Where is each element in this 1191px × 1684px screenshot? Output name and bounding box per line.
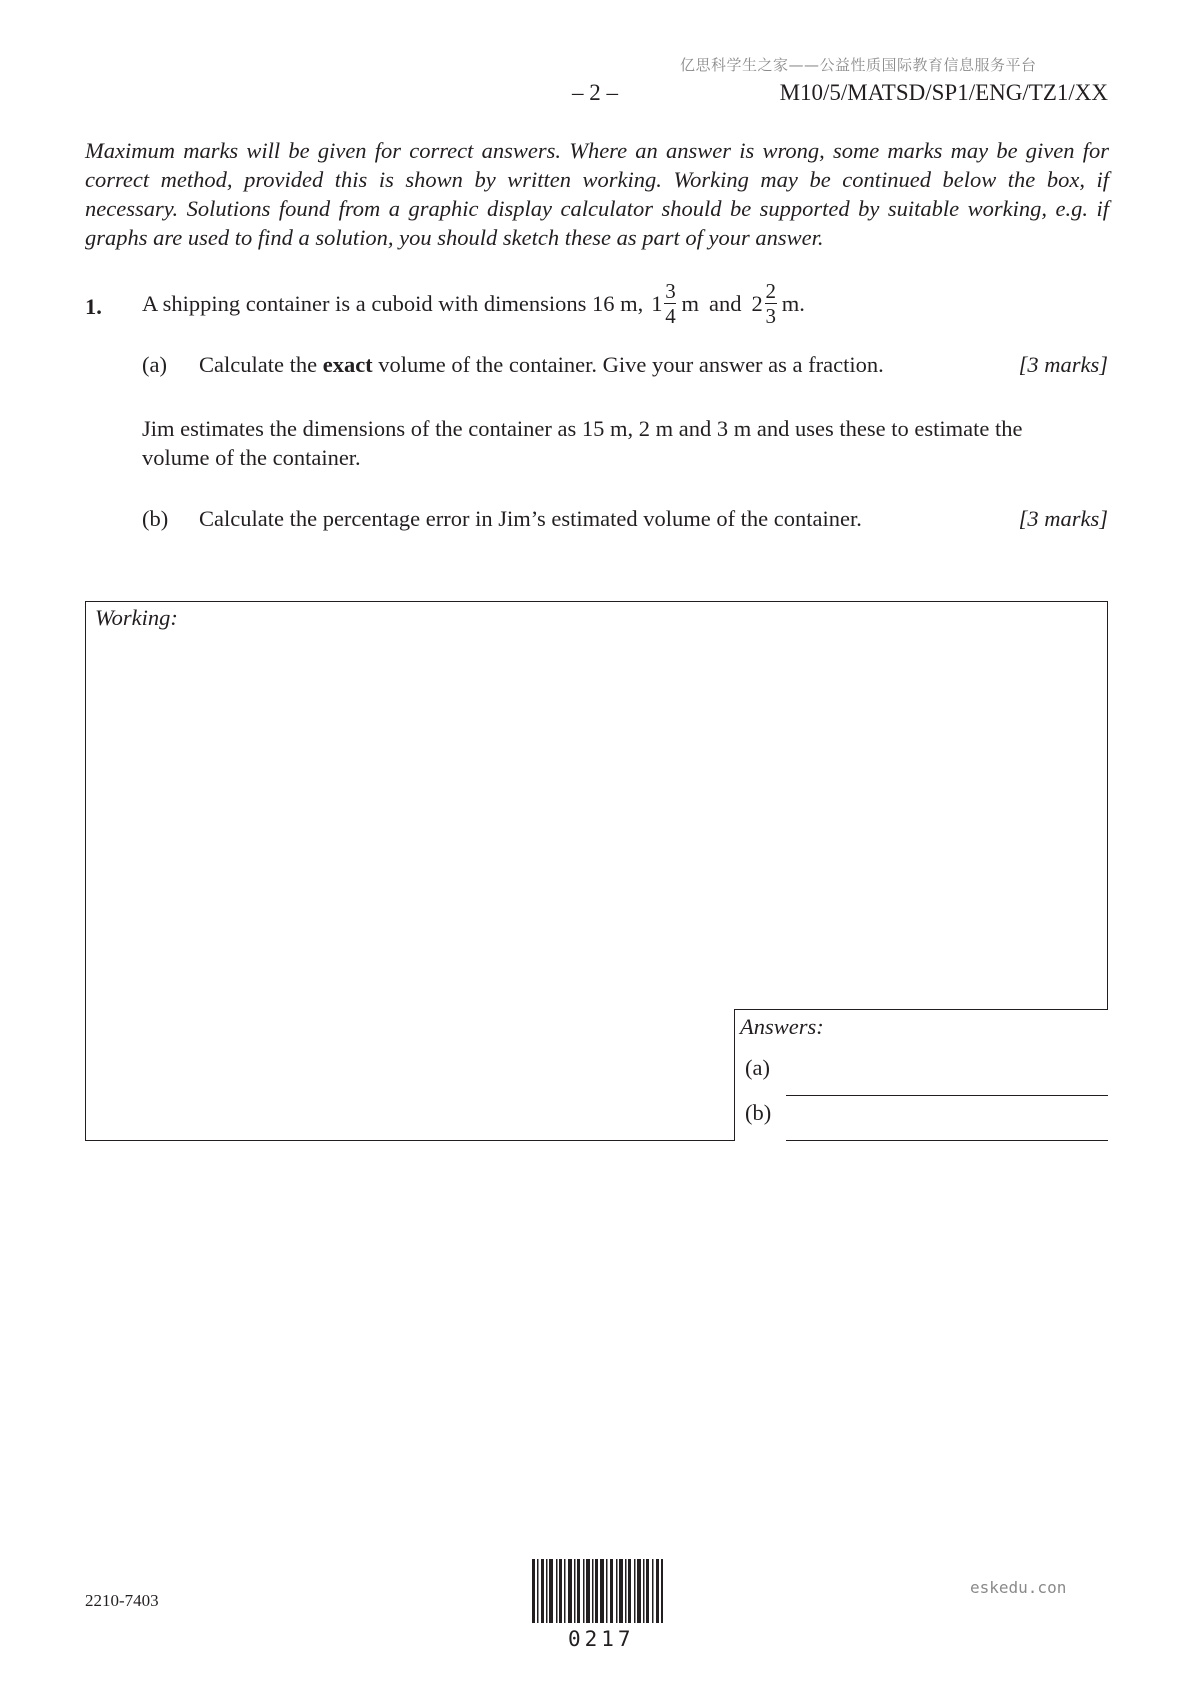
answer-b-field[interactable] — [786, 1096, 1108, 1136]
question-context: Jim estimates the dimensions of the container as 15 m, 2 m and 3 m and uses these to estimate the volume of the container. — [142, 416, 1023, 470]
question-number: 1. — [85, 294, 102, 319]
fraction — [765, 280, 777, 327]
conjunction: and — [708, 290, 742, 316]
box-border-right — [1107, 601, 1108, 1010]
fraction — [664, 280, 676, 327]
barcode-icon — [530, 1559, 665, 1623]
paper-code: M10/5/MATSD/SP1/ENG/TZ1/XX — [779, 80, 1108, 105]
part-a-text-before: Calculate the — [199, 352, 323, 377]
watermark-text: 亿思科学生之家——公益性质国际教育信息服务平台 — [680, 56, 1037, 74]
answers-border-left — [734, 1009, 735, 1141]
answer-b-label: (b) — [745, 1100, 772, 1125]
question-stem — [142, 280, 807, 327]
denominator: 3 — [765, 304, 776, 328]
instructions: Maximum marks will be given for correct answers. Where an answer is wrong, some marks may be given for correct method, provided this is shown by written working. Working may be continued below the box, if necessary. Solutions found from a graphic display calculator should be supported by suitable working, e.g. if graphs are used to find a solution, you should sketch these as part of your answer. — [85, 138, 1109, 250]
barcode-number: 0217 — [568, 1627, 635, 1651]
answer-a-label: (a) — [745, 1055, 770, 1080]
mixed-number-2 — [751, 280, 804, 327]
whole-part: 2 — [751, 290, 763, 316]
part-a-text-after: volume of the container. Give your answer as a fraction. — [372, 352, 884, 377]
numerator: 3 — [665, 279, 676, 303]
box-border-bottom — [85, 1140, 735, 1141]
part-b-label: (b) — [142, 506, 169, 531]
box-border-left — [85, 601, 86, 1141]
answers-border-top — [734, 1009, 1108, 1010]
part-a-emphasis: exact — [322, 352, 373, 377]
unit: m. — [781, 290, 805, 316]
box-border-top — [85, 601, 1108, 602]
answer-b-line — [786, 1140, 1108, 1141]
working-label: Working: — [95, 605, 178, 630]
question-stem-text: A shipping container is a cuboid with dimensions 16 m, — [142, 290, 644, 316]
numerator: 2 — [765, 279, 776, 303]
part-b-text: Calculate the percentage error in Jim’s estimated volume of the container. — [199, 506, 862, 531]
part-a-label: (a) — [142, 352, 167, 377]
part-b-marks: [3 marks] — [1018, 506, 1108, 531]
page-number: – 2 – — [572, 80, 618, 105]
part-a-marks: [3 marks] — [1018, 352, 1108, 377]
answer-a-field[interactable] — [786, 1050, 1108, 1090]
denominator: 4 — [665, 304, 676, 328]
footer-code: 2210-7403 — [85, 1591, 159, 1610]
unit: m — [681, 290, 699, 316]
answers-label: Answers: — [740, 1014, 824, 1039]
whole-part: 1 — [651, 290, 663, 316]
footer-site: eskedu.con — [970, 1578, 1067, 1597]
part-a-text — [199, 352, 884, 378]
mixed-number-1 — [651, 280, 699, 327]
